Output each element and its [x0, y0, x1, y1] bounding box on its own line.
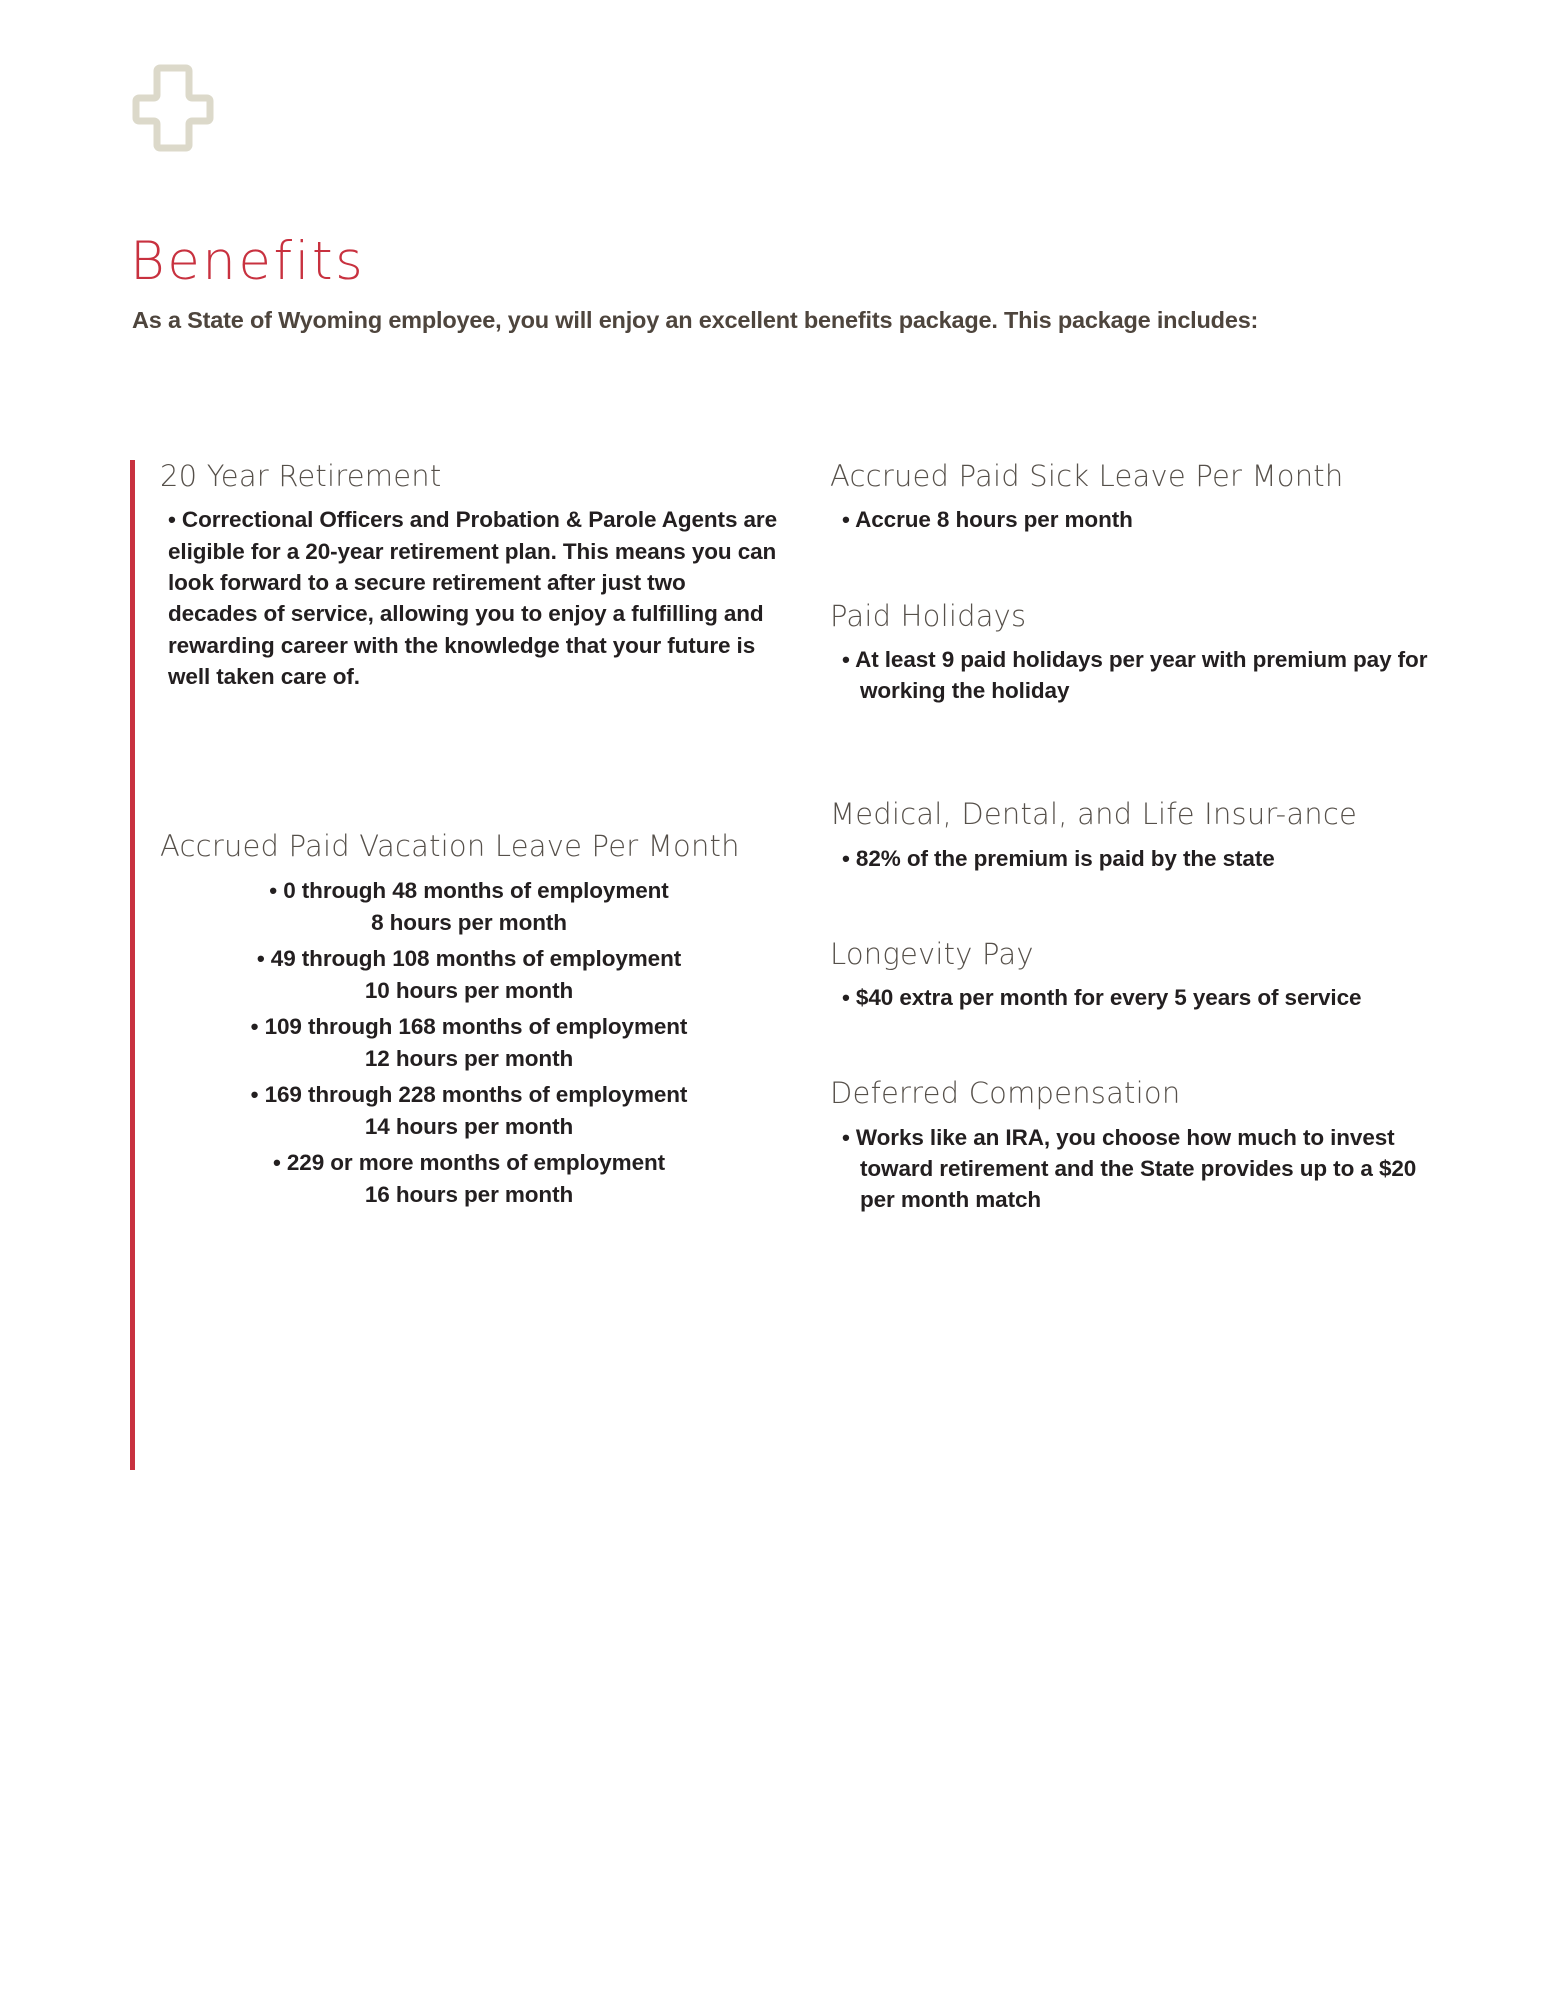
list-item: 8 hours per month — [371, 909, 567, 935]
section-title: Accrued Paid Sick Leave Per Month — [830, 459, 1344, 493]
section-longevity-pay — [830, 938, 1430, 1014]
paid-holidays-list — [830, 644, 1430, 706]
section-title: 20 Year Retirement — [160, 459, 442, 493]
benefits-columns — [130, 460, 1430, 1470]
list-item: • $40 extra per month for every 5 years of service — [842, 985, 1362, 1011]
list-item: • 0 through 48 months of employment — [269, 877, 669, 903]
section-title: Accrued Paid Vacation Leave Per Month — [160, 829, 740, 864]
list-item: 10 hours per month — [364, 977, 574, 1003]
list-item: • 229 or more months of employment — [272, 1149, 666, 1175]
section-medical-dental-life-insurance — [830, 798, 1430, 874]
section-accrued-paid-sick-leave — [830, 460, 1430, 536]
page-title: Benefits — [130, 231, 366, 292]
medical-cross-icon — [130, 62, 1430, 154]
spacer — [830, 880, 1430, 938]
list-item: 16 hours per month — [364, 1181, 574, 1207]
list-item: • 82% of the premium is paid by the state — [842, 845, 1275, 871]
list-item: • Works like an IRA, you choose how much to invest toward retirement and the State provides up to a $20 per month match — [842, 1124, 1417, 1212]
list-item: • 109 through 168 months of employment — [250, 1013, 688, 1039]
section-paragraph: • Correctional Officers and Probation & Parole Agents are eligible for a 20-year retirement plan. This means you can look forward to a secure retirement after just two decades of service, allowing you to enjoy a fulfilling and rewarding career with the knowledge that your future is well taken care of. — [168, 507, 777, 689]
vacation-accrual-list — [160, 875, 778, 1210]
spacer — [830, 542, 1430, 600]
spacer — [830, 712, 1430, 798]
section-title: Deferred Compensation — [830, 1076, 1181, 1111]
longevity-pay-list — [830, 982, 1430, 1013]
section-accrued-paid-vacation-leave — [160, 830, 778, 1210]
section-deferred-compensation — [830, 1077, 1430, 1215]
section-title: Longevity Pay — [830, 936, 1034, 971]
spacer — [830, 1019, 1430, 1077]
right-column — [830, 460, 1430, 1221]
left-column — [130, 460, 778, 1470]
list-item: 12 hours per month — [364, 1045, 574, 1071]
section-20-year-retirement — [160, 460, 778, 692]
insurance-list — [830, 843, 1430, 874]
section-paid-holidays — [830, 600, 1430, 707]
deferred-compensation-list — [830, 1122, 1430, 1215]
page-subtitle: As a State of Wyoming employee, you will enjoy an excellent benefits package. This package includes: — [132, 307, 1259, 333]
list-item: • 49 through 108 months of employment — [256, 945, 682, 971]
page-header — [130, 62, 1430, 333]
section-title: Medical, Dental, and Life Insur-ance — [830, 797, 1358, 832]
list-item: • 169 through 228 months of employment — [250, 1081, 688, 1107]
spacer — [160, 698, 778, 830]
section-title: Paid Holidays — [830, 598, 1027, 633]
list-item: 14 hours per month — [364, 1113, 574, 1139]
list-item: • Accrue 8 hours per month — [842, 507, 1133, 533]
list-item: • At least 9 paid holidays per year with premium pay for working the holiday — [842, 646, 1428, 704]
sick-leave-list — [830, 504, 1430, 535]
